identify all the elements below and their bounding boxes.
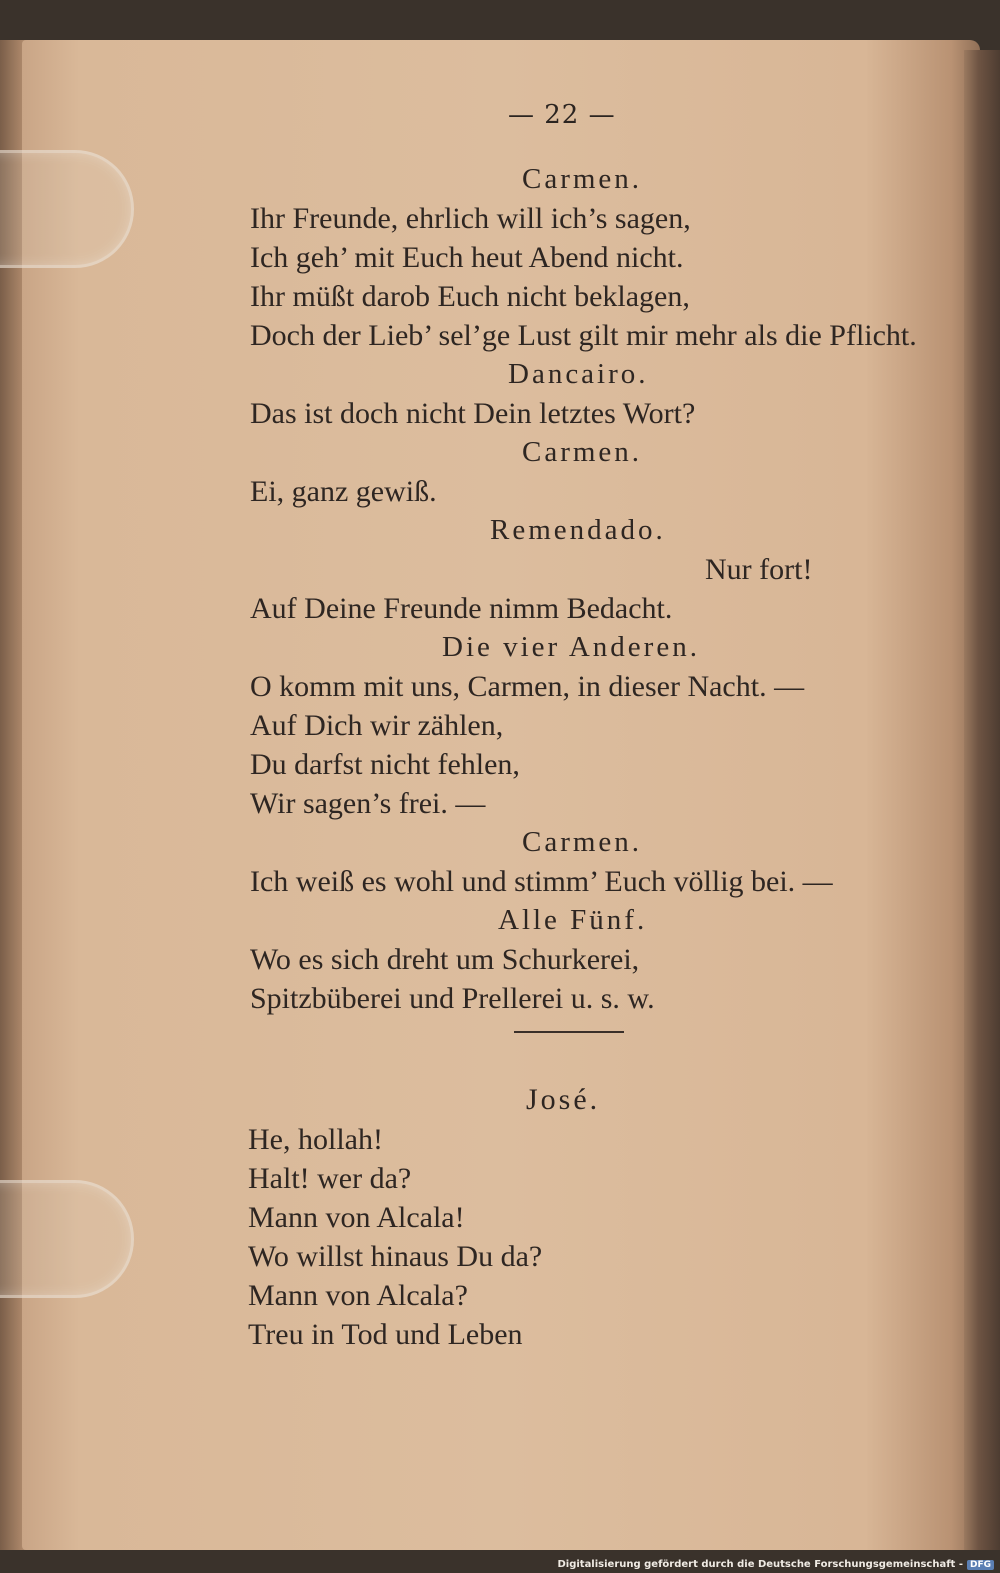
verse-line: Treu in Tod und Leben xyxy=(248,1318,523,1351)
verse-line: Auf Dich wir zählen, xyxy=(250,709,504,742)
verse-line: Du darfst nicht fehlen, xyxy=(250,748,520,781)
page-clip-bottom xyxy=(0,1180,134,1298)
section-divider xyxy=(514,1031,624,1033)
speaker-heading: Carmen. xyxy=(522,436,643,468)
verse-line: Wir sagen’s frei. — xyxy=(250,787,486,820)
verse-line: Doch der Lieb’ sel’ge Lust gilt mir mehr als die Pflicht. xyxy=(250,319,917,352)
verse-line: Spitzbüberei und Prellerei u. s. w. xyxy=(250,982,655,1015)
libretto-text xyxy=(250,160,940,1018)
digitization-footer xyxy=(557,1559,994,1570)
speaker-heading: Dancairo. xyxy=(508,358,649,390)
verse-line: Ich weiß es wohl und stimm’ Euch völlig bei. — xyxy=(250,865,833,898)
dfg-logo: DFG xyxy=(967,1560,994,1570)
verse-line: Mann von Alcala? xyxy=(248,1279,468,1312)
page-edge xyxy=(964,50,1000,1550)
verse-line: He, hollah! xyxy=(248,1123,383,1156)
verse-line: Wo willst hinaus Du da? xyxy=(248,1240,543,1273)
verse-line: Ihr Freunde, ehrlich will ich’s sagen, xyxy=(250,202,691,235)
speaker-heading: Alle Fünf. xyxy=(498,904,648,936)
verse-line: Halt! wer da? xyxy=(248,1162,412,1195)
verse-line: Ihr müßt darob Euch nicht beklagen, xyxy=(250,280,690,313)
page-clip-top xyxy=(0,150,134,268)
speaker-heading: José. xyxy=(526,1083,601,1116)
verse-line: Wo es sich dreht um Schurkerei, xyxy=(250,943,640,976)
verse-line: Ich geh’ mit Euch heut Abend nicht. xyxy=(250,241,684,274)
speaker-heading: Carmen. xyxy=(522,163,643,195)
verse-line: Mann von Alcala! xyxy=(248,1201,465,1234)
verse-line: Das ist doch nicht Dein letztes Wort? xyxy=(250,397,696,430)
jose-section xyxy=(248,1080,848,1354)
speaker-heading: Die vier Anderen. xyxy=(442,631,700,663)
verse-line: Auf Deine Freunde nimm Bedacht. xyxy=(250,592,673,625)
verse-line: Nur fort! xyxy=(705,553,813,586)
speaker-heading: Remendado. xyxy=(490,514,666,546)
verse-line: O komm mit uns, Carmen, in dieser Nacht. — xyxy=(250,670,805,703)
footer-text: Digitalisierung gefördert durch die Deutsche Forschungsgemeinschaft - xyxy=(557,1559,963,1570)
page-number: — 22 — xyxy=(508,100,616,130)
speaker-heading: Carmen. xyxy=(522,826,643,858)
verse-line: Ei, ganz gewiß. xyxy=(250,475,437,508)
